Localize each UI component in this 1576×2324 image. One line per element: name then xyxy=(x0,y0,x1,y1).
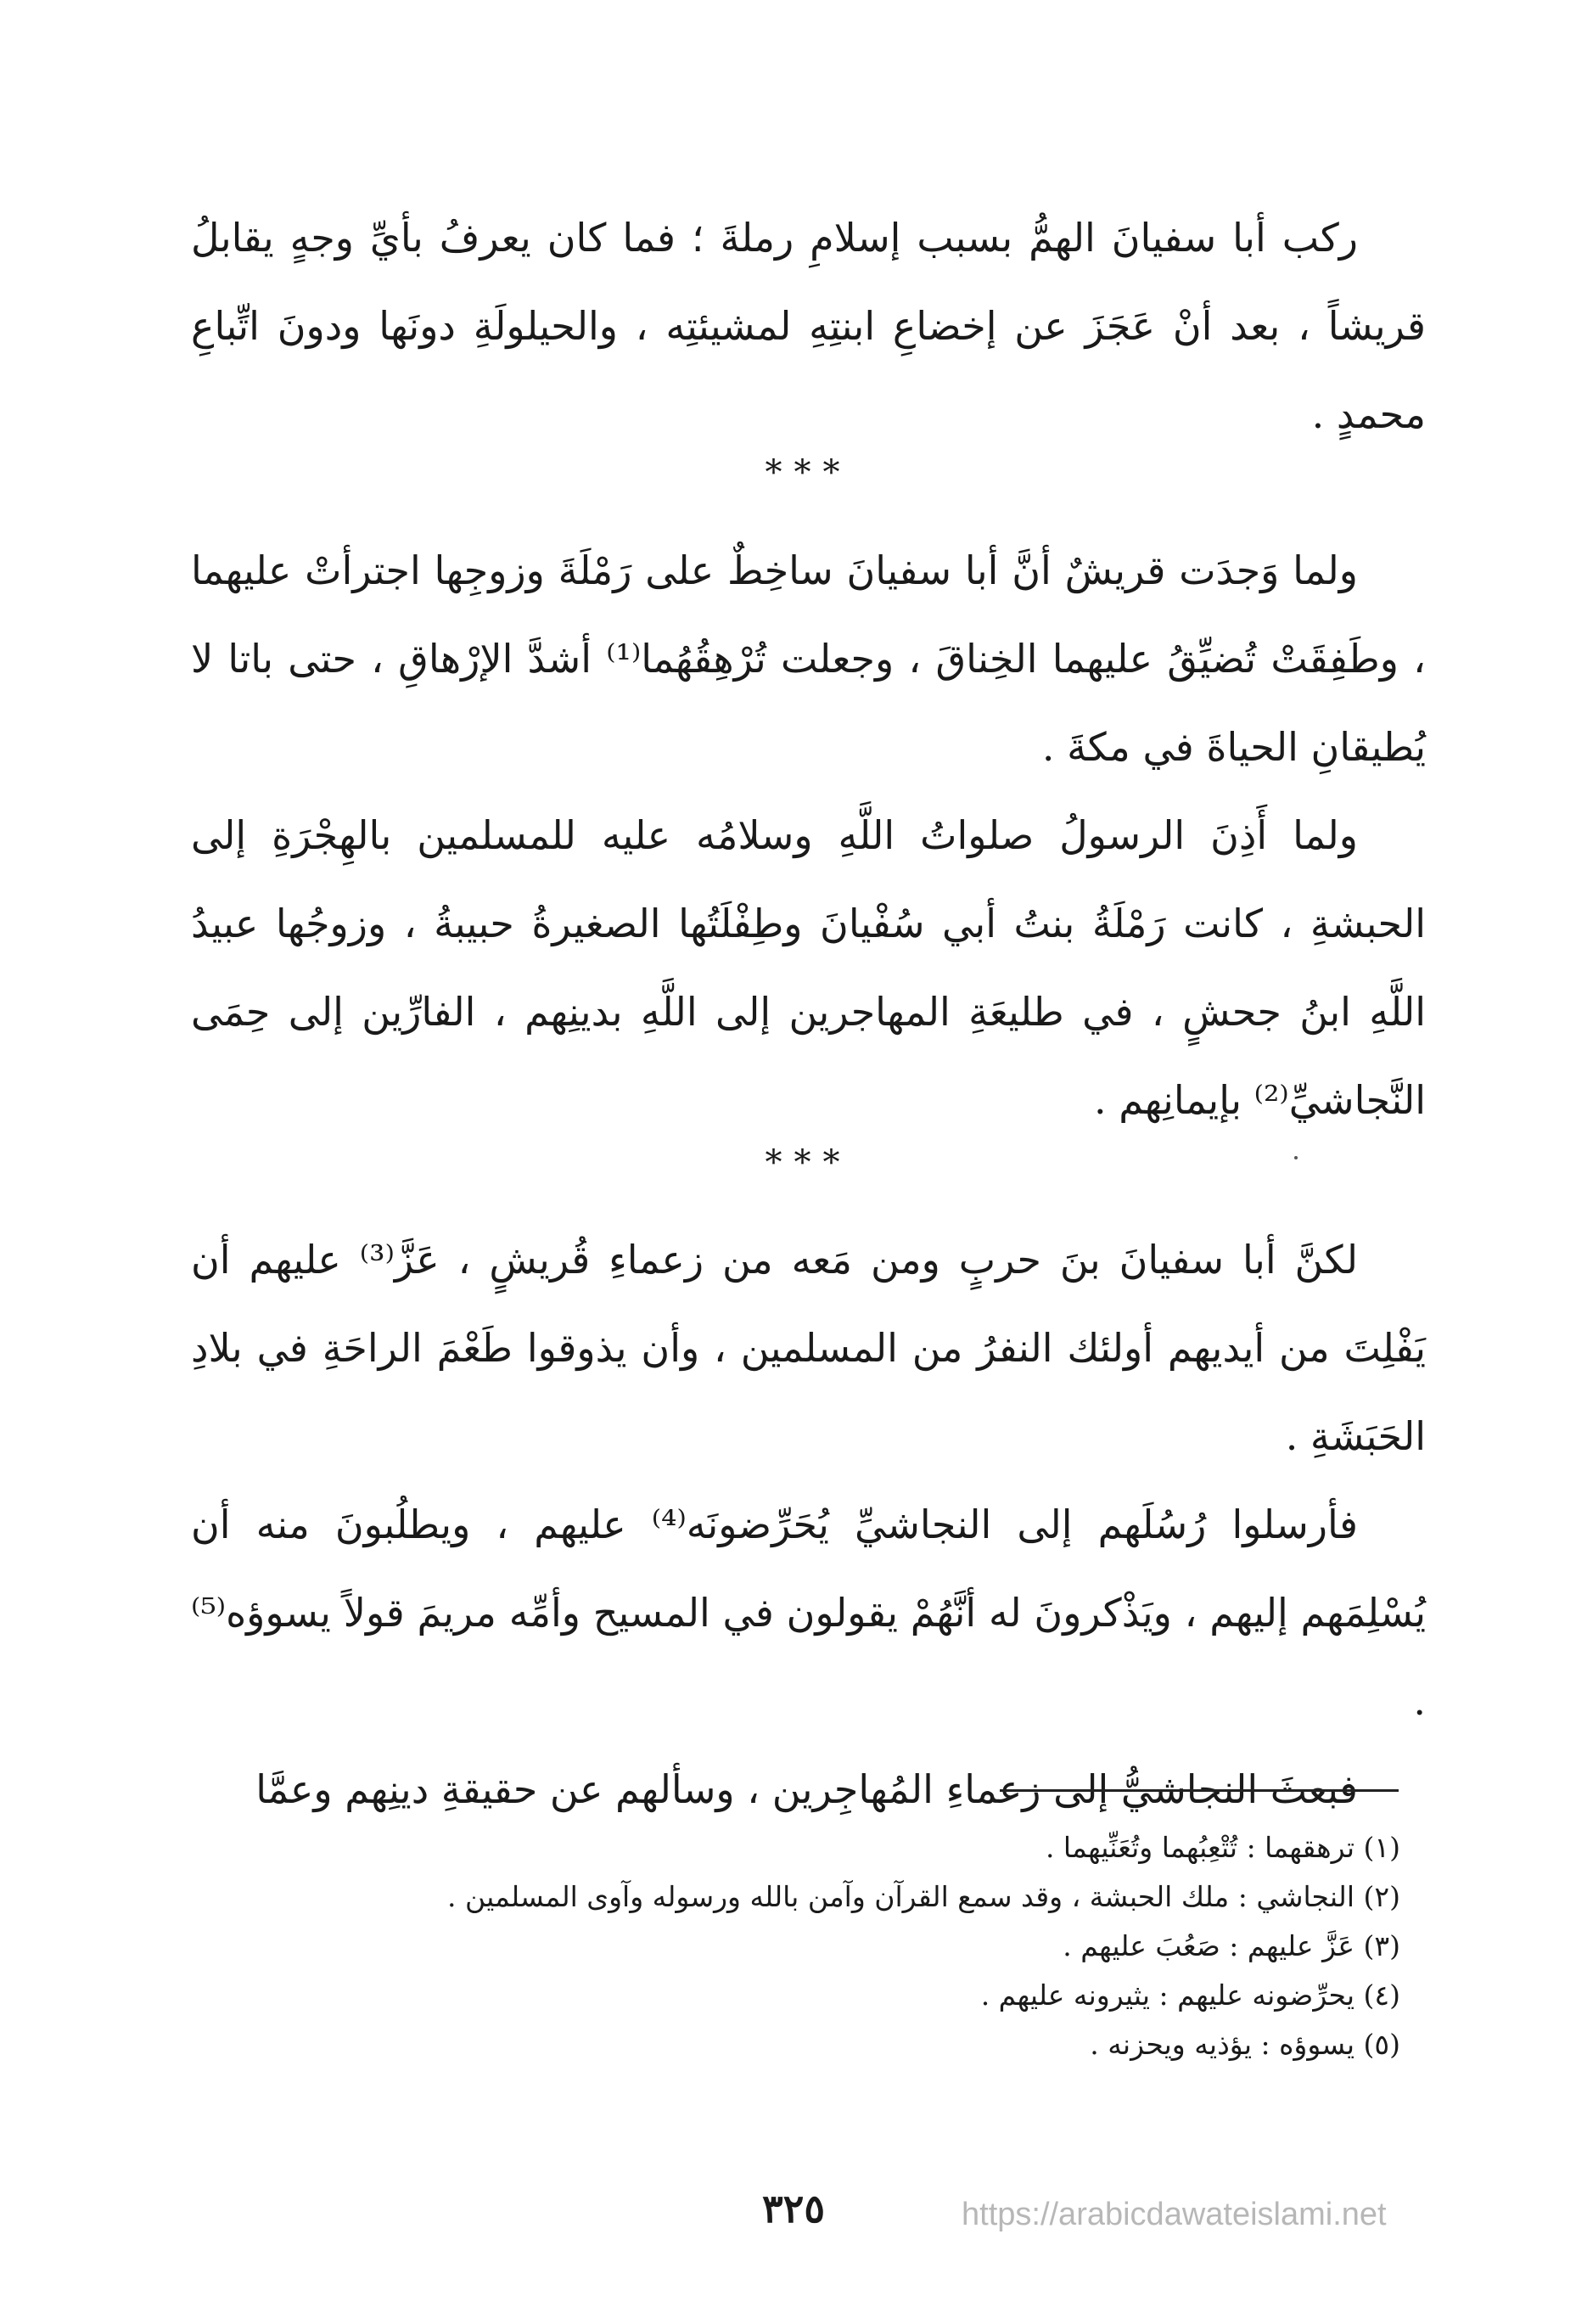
footnote: (١) ترهقهما : تُتْعِبُهما وتُعَنِّيهما . xyxy=(1045,1831,1400,1864)
footnotes xyxy=(424,1823,1400,2069)
page-number: ٣٢٥ xyxy=(761,2186,826,2231)
footnote: (٢) النجاشي : ملك الحبشة ، وقد سمع القرآن وآمن بالله ورسوله وآوى المسلمين . xyxy=(447,1880,1400,1913)
footnote: (٥) يسوؤه : يؤذيه ويحزنه . xyxy=(1090,2028,1400,2061)
paragraph: فأرسلوا رُسُلَهم إلى النجاشيِّ يُحَرِّضونَه⁽⁴⁾ عليهم ، ويطلُبونَ منه أن يُسْلِمَهم إليهم ، ويَذْكرونَ له أنَّهُمْ يقولون في المسيح وأمِّه مريمَ قولاً يسوؤه⁽⁵⁾ . xyxy=(191,1502,1426,1724)
scan-speck xyxy=(1294,1156,1298,1159)
paragraph: ولما وَجدَت قريشٌ أنَّ أبا سفيانَ ساخِطٌ على رَمْلَةَ وزوجِها اجترأتْ عليهما ، وطَفِقَتْ تُضيِّقُ عليهما الخِناقَ ، وجعلت تُرْهِقُهُما⁽¹⁾ أشدَّ الإرْهاقِ ، حتى باتا لا يُطيقانِ الحياةَ في مكةَ . xyxy=(191,547,1426,770)
paragraph: لكنَّ أبا سفيانَ بنَ حربٍ ومن مَعه من زعماءِ قُريشٍ ، عَزَّ⁽³⁾ عليهم أن يَفْلِتَ من أيديهم أولئك النفرُ من المسلمين ، وأن يذوقوا طَعْمَ الراحَةِ في بلادِ الحَبَشَةِ . xyxy=(191,1237,1426,1459)
paragraph: ولما أَذِنَ الرسولُ صلواتُ اللَّهِ وسلامُه عليه للمسلمين بالهِجْرَةِ إلى الحبشةِ ، كانت رَمْلَةُ بنتُ أبي سُفْيانَ وطِفْلَتُها الصغيرةُ حبيبةُ ، وزوجُها عبيدُ اللَّهِ ابنُ جحشٍ ، في طليعَةِ المهاجرين إلى اللَّهِ بدينِهم ، الفارِّين إلى حِمَى النَّجاشيِّ⁽²⁾ بإيمانِهم . xyxy=(191,812,1426,1123)
footnote-divider xyxy=(1000,1789,1399,1792)
footnote: (٤) يحرِّضونه عليهم : يثيرونه عليهم . xyxy=(980,1979,1400,2012)
footnote: (٣) عَزَّ عليهم : صَعُبَ عليهم . xyxy=(1063,1929,1400,1962)
main-text-section-3 xyxy=(191,1215,1426,1833)
main-text-section-2 xyxy=(191,526,1426,1144)
paragraph: ركب أبا سفيانَ الهمُّ بسبب إسلامِ رملةَ ؛ فما كان يعرفُ بأيِّ وجهٍ يقابلُ قريشاً ، بعد أنْ عَجَزَ عن إخضاعِ ابنتِهِ لمشيئتِه ، والحيلولَةِ دونَها ودونَ اتِّباعِ محمدٍ . xyxy=(191,215,1426,437)
main-text-section-1 xyxy=(191,194,1426,458)
watermark-url: https://arabicdawateislami.net xyxy=(962,2197,1387,2232)
section-separator: *** xyxy=(765,1143,852,1182)
paragraph: فبعثَ النجاشيُّ إلى زعماءِ المُهاجِرين ، وسألهم عن حقيقةِ دينِهم وعمَّا xyxy=(255,1766,1358,1812)
section-separator: *** xyxy=(765,453,852,492)
